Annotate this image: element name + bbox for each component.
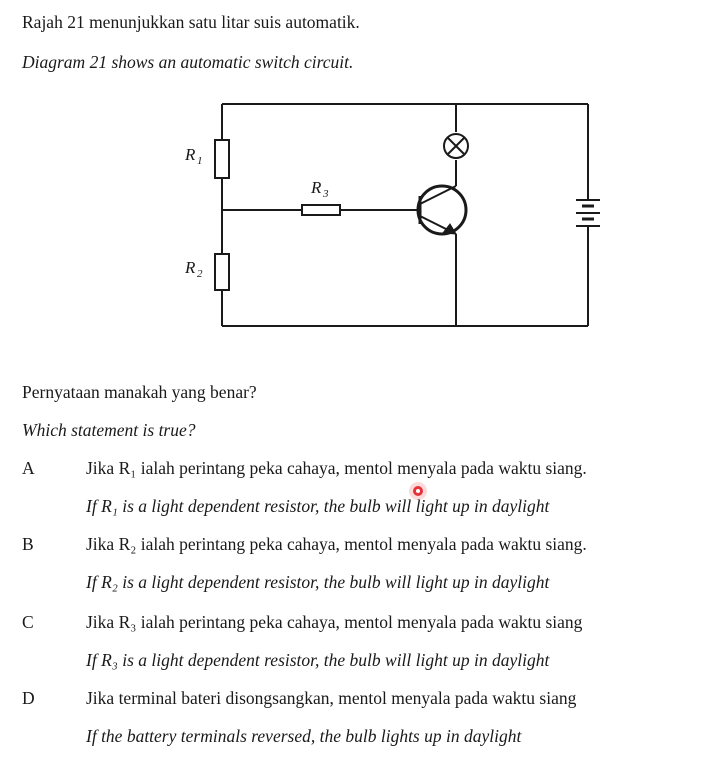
- label-r1-sub: 1: [197, 155, 203, 167]
- battery-icon: [576, 200, 600, 226]
- option-b-letter: B: [22, 534, 34, 554]
- option-a-letter: A: [22, 458, 35, 478]
- resistor-r3: [302, 205, 340, 215]
- label-r2-sub: 2: [197, 268, 203, 280]
- option-b-english: If R₂ is a light dependent resistor, the bulb will light up in daylight: [86, 572, 550, 592]
- question-malay: Pernyataan manakah yang benar?: [22, 382, 257, 402]
- option-c-letter: C: [22, 612, 34, 632]
- option-a-malay: Jika R₁ ialah perintang peka cahaya, mentol menyala pada waktu siang.: [86, 458, 587, 478]
- option-c-malay: Jika R₃ ialah perintang peka cahaya, mentol menyala pada waktu siang: [86, 612, 583, 632]
- option-a-english: If R₁ is a light dependent resistor, the bulb will light up in daylight: [86, 496, 550, 516]
- transistor-icon: [418, 186, 466, 234]
- resistor-r2: [215, 254, 229, 290]
- intro-english: Diagram 21 shows an automatic switch circuit.: [22, 52, 354, 72]
- label-r3-sub: 3: [323, 188, 329, 200]
- label-r1: R: [185, 145, 196, 164]
- resistor-r1: [215, 140, 229, 178]
- label-r2: R: [185, 258, 196, 277]
- label-r3: R: [311, 178, 322, 197]
- option-c-english: If R₃ is a light dependent resistor, the bulb will light up in daylight: [86, 650, 550, 670]
- option-d-letter: D: [22, 688, 35, 708]
- mouse-pointer-indicator: [413, 486, 423, 496]
- circuit-diagram: [170, 95, 600, 335]
- bulb-icon: [444, 134, 468, 158]
- intro-malay: Rajah 21 menunjukkan satu litar suis automatik.: [22, 12, 360, 32]
- option-b-malay: Jika R₂ ialah perintang peka cahaya, mentol menyala pada waktu siang.: [86, 534, 587, 554]
- option-d-malay: Jika terminal bateri disongsangkan, mentol menyala pada waktu siang: [86, 688, 577, 708]
- option-d-english: If the battery terminals reversed, the bulb lights up in daylight: [86, 726, 522, 746]
- question-english: Which statement is true?: [22, 420, 196, 440]
